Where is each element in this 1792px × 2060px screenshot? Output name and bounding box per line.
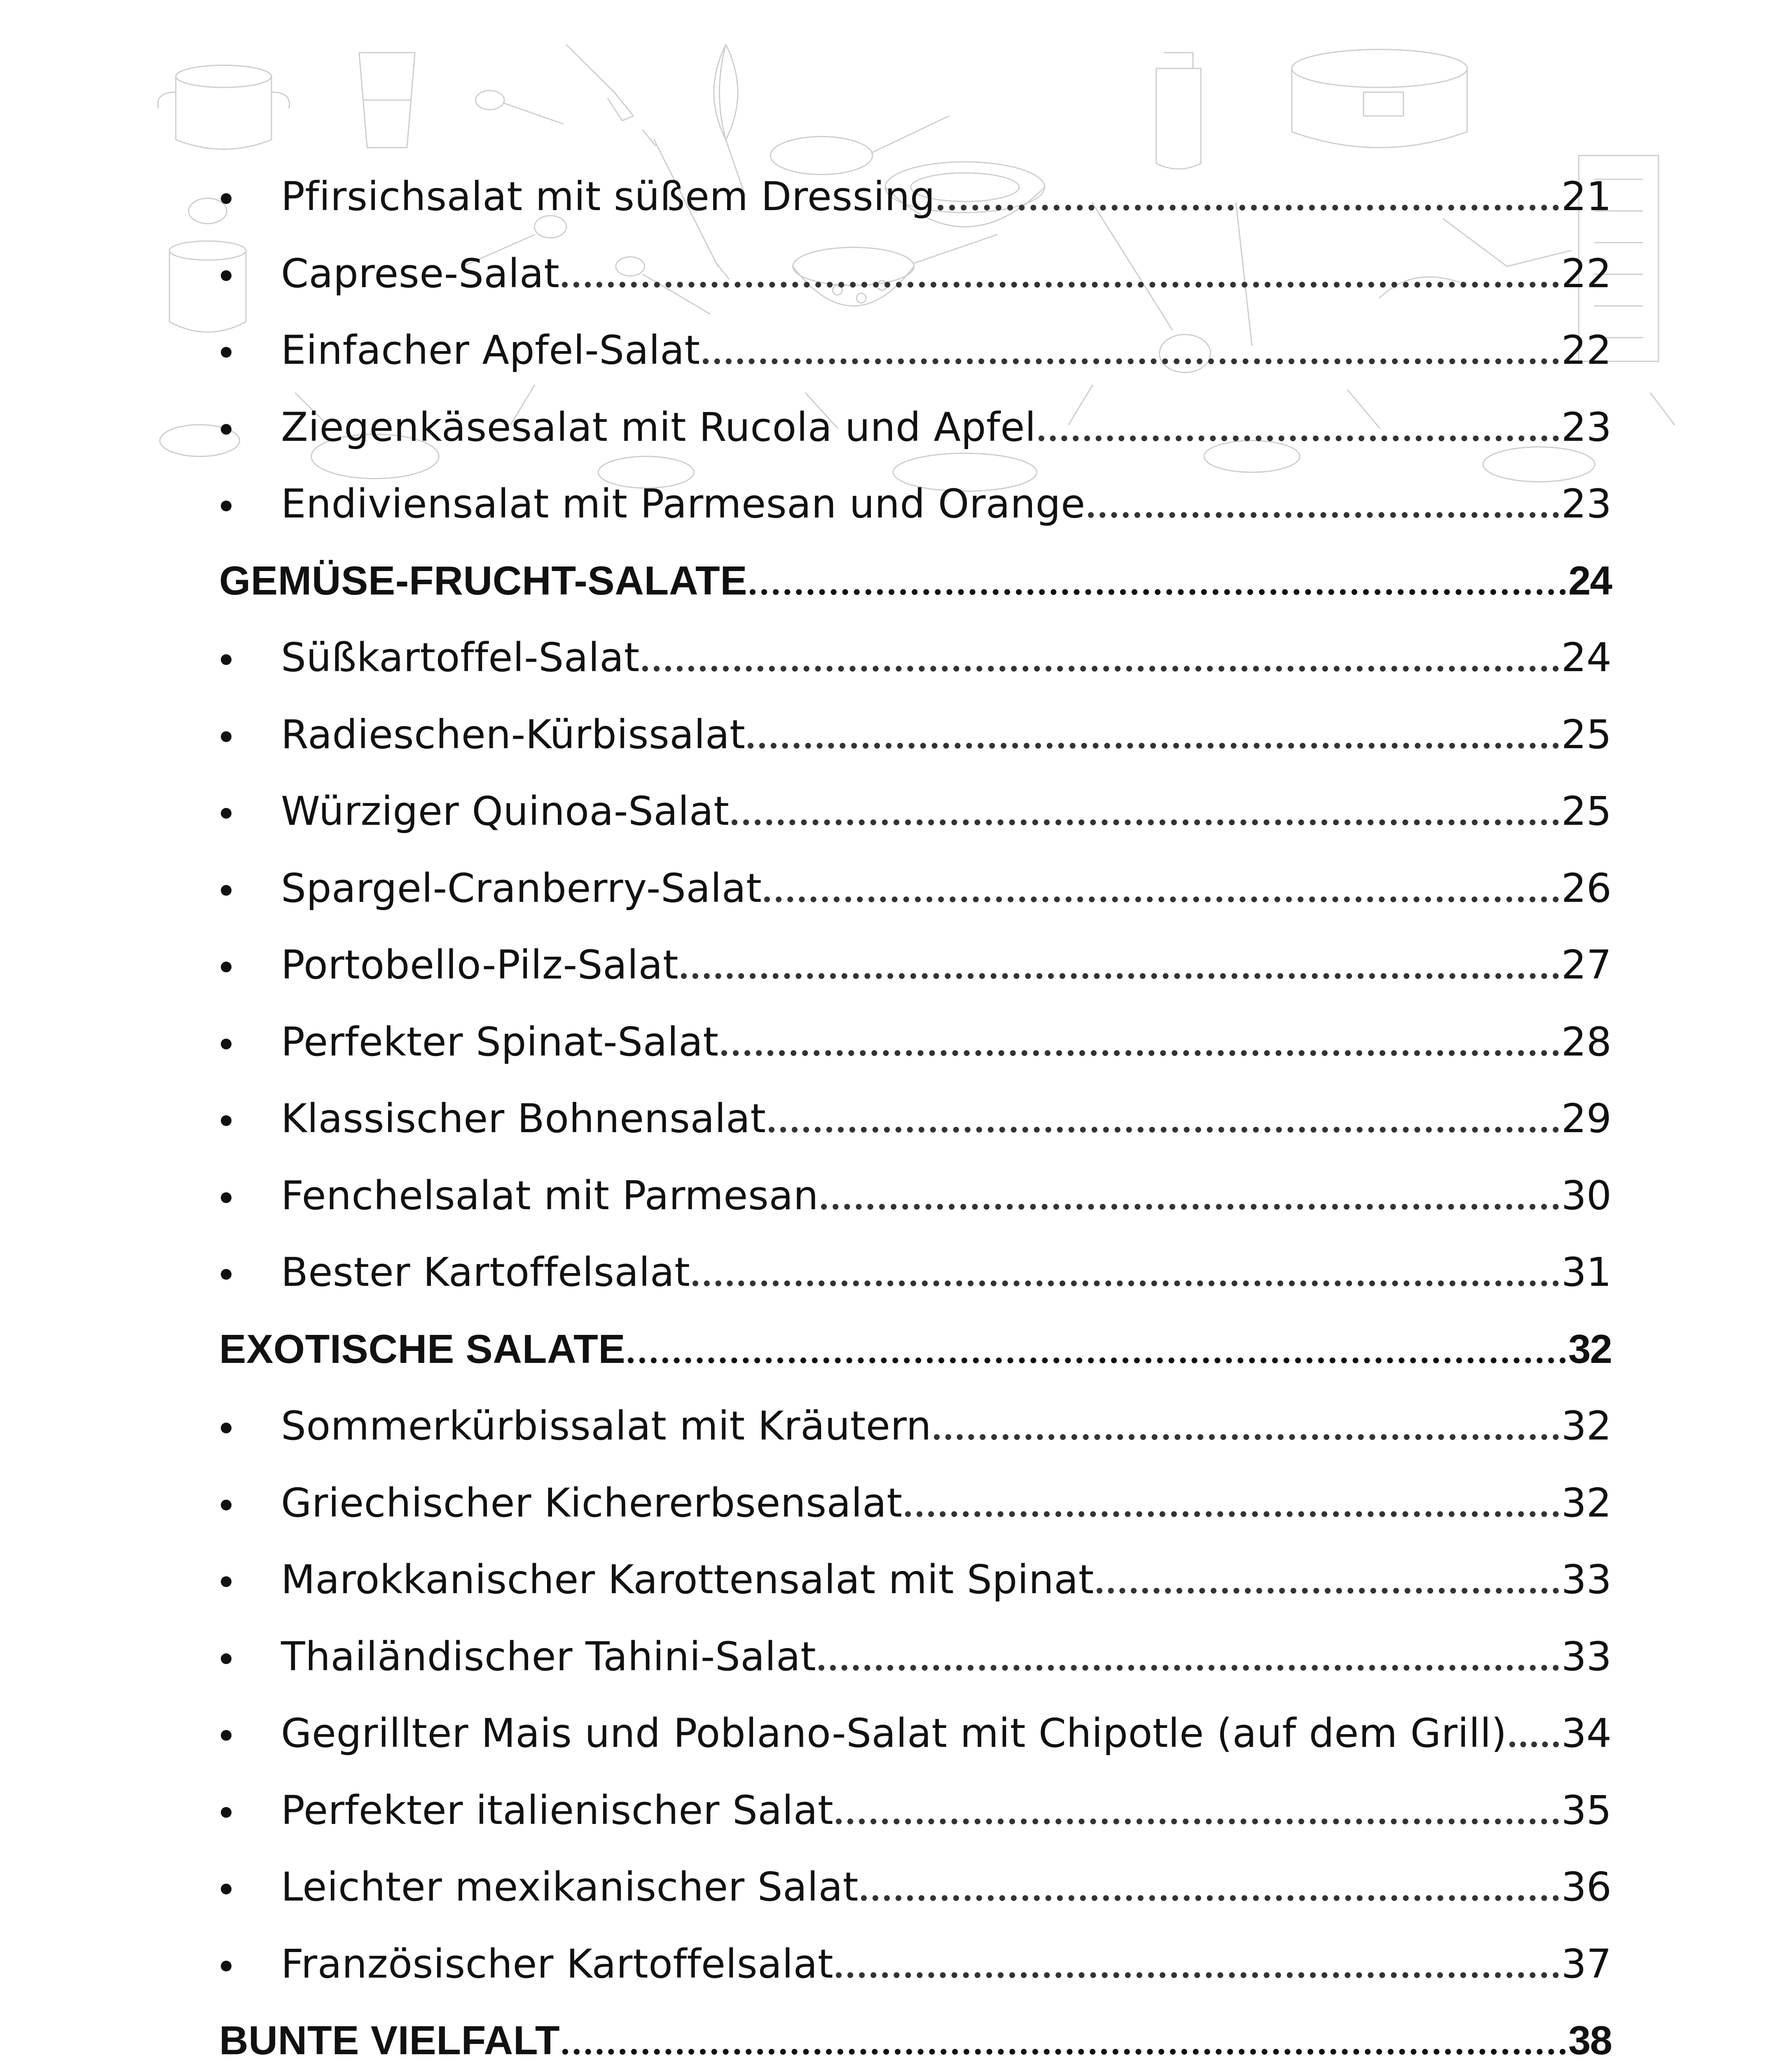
toc-entry[interactable] bbox=[219, 154, 1612, 220]
toc-entry[interactable] bbox=[219, 616, 1612, 681]
toc-title-text: BUNTE VIELFALT bbox=[219, 2018, 560, 2060]
toc-page-number: 22 bbox=[1561, 250, 1612, 297]
bullet-icon bbox=[221, 885, 232, 896]
dot-leader bbox=[692, 1280, 1558, 1286]
bullet-icon bbox=[221, 962, 232, 972]
bullet-icon bbox=[221, 1500, 232, 1510]
bullet-icon bbox=[221, 1961, 232, 1971]
bullet-icon bbox=[221, 1653, 232, 1664]
bullet-icon bbox=[221, 193, 232, 204]
dot-leader bbox=[628, 1358, 1566, 1363]
toc-page-number: 33 bbox=[1561, 1557, 1612, 1603]
toc-page-number: 24 bbox=[1561, 634, 1612, 681]
toc-title-text: Griechischer Kichererbsensalat bbox=[281, 1479, 903, 1526]
toc-title-text: GEMÜSE-FRUCHT-SALATE bbox=[219, 557, 748, 603]
toc-entry-title bbox=[219, 327, 700, 373]
dot-leader bbox=[938, 205, 1559, 211]
toc-entry-title bbox=[219, 404, 1036, 450]
toc-heading-title bbox=[219, 1326, 626, 1372]
bullet-icon bbox=[221, 1807, 232, 1818]
toc-title-text: Klassischer Bohnensalat bbox=[281, 1096, 766, 1142]
toc-entry-title bbox=[219, 1710, 1507, 1756]
bullet-icon bbox=[221, 424, 232, 435]
toc-section-heading[interactable] bbox=[219, 539, 1612, 601]
toc-entry[interactable] bbox=[219, 846, 1612, 911]
toc-title-text: Caprese-Salat bbox=[281, 250, 560, 297]
toc-entry-title bbox=[219, 1864, 859, 1910]
dot-leader bbox=[1509, 1742, 1559, 1747]
toc-title-text: Spargel-Cranberry-Salat bbox=[281, 865, 762, 911]
toc-heading-title bbox=[219, 2020, 560, 2060]
bullet-icon bbox=[221, 1423, 232, 1433]
bullet-icon bbox=[221, 270, 232, 281]
knife-icon bbox=[566, 44, 634, 121]
toc-title-text: Portobello-Pilz-Salat bbox=[281, 942, 679, 988]
toc-title-text: EXOTISCHE SALATE bbox=[219, 1326, 626, 1372]
bullet-icon bbox=[221, 1115, 232, 1126]
toc-heading-title bbox=[219, 557, 748, 603]
toc-entry[interactable] bbox=[219, 1538, 1612, 1603]
toc-section-heading[interactable] bbox=[219, 1307, 1612, 1372]
toc-entry-title bbox=[219, 1787, 834, 1833]
toc-entry[interactable] bbox=[219, 769, 1612, 834]
bullet-icon bbox=[221, 1730, 232, 1741]
toc-title-text: Perfekter Spinat-Salat bbox=[281, 1018, 719, 1065]
toc-entry-title bbox=[219, 1018, 719, 1065]
toc-entry[interactable] bbox=[219, 1691, 1612, 1756]
toc-entry[interactable] bbox=[219, 385, 1612, 450]
toc-page-number: 30 bbox=[1561, 1172, 1612, 1219]
toc-entry-title bbox=[219, 481, 1085, 527]
dot-leader bbox=[721, 1050, 1559, 1056]
toc-entry-title bbox=[219, 250, 560, 297]
dot-leader bbox=[769, 1127, 1559, 1133]
dot-leader bbox=[750, 589, 1566, 595]
toc-entry-title bbox=[219, 1633, 816, 1680]
toc-page-number: 23 bbox=[1561, 404, 1612, 450]
bullet-icon bbox=[221, 1192, 232, 1203]
toc-entry-title bbox=[219, 1172, 819, 1219]
dot-leader bbox=[1088, 512, 1559, 518]
toc-page-number: 33 bbox=[1561, 1633, 1612, 1680]
toc-entry-title bbox=[219, 1096, 766, 1142]
bullet-icon bbox=[221, 1269, 232, 1280]
toc-title-text: Fenchelsalat mit Parmesan bbox=[281, 1172, 819, 1219]
toc-title-text: Marokkanischer Karottensalat mit Spinat bbox=[281, 1557, 1094, 1603]
toc-entry-title bbox=[219, 173, 936, 220]
dot-leader bbox=[821, 1204, 1559, 1210]
glass-icon bbox=[359, 53, 415, 148]
toc-entry-title bbox=[219, 1403, 932, 1449]
toc-entry[interactable] bbox=[219, 1077, 1612, 1142]
bullet-icon bbox=[221, 347, 232, 358]
toc-title-text: Leichter mexikanischer Salat bbox=[281, 1864, 859, 1910]
toc-entry[interactable] bbox=[219, 1922, 1612, 1987]
toc-title-text: Perfekter italienischer Salat bbox=[281, 1787, 834, 1833]
toc-entry[interactable] bbox=[219, 1845, 1612, 1910]
dot-leader bbox=[562, 282, 1559, 288]
toc-entry[interactable] bbox=[219, 1230, 1612, 1295]
bullet-icon bbox=[221, 808, 232, 819]
toc-entry[interactable] bbox=[219, 308, 1612, 373]
toc-page-number: 32 bbox=[1568, 1326, 1612, 1372]
toc-page-number: 25 bbox=[1561, 788, 1612, 834]
toc-title-text: Süßkartoffel-Salat bbox=[281, 634, 640, 681]
bullet-icon bbox=[221, 1884, 232, 1894]
toc-page-number: 37 bbox=[1561, 1941, 1612, 1987]
dot-leader bbox=[836, 1819, 1559, 1824]
spoon-icon bbox=[475, 91, 563, 124]
dot-leader bbox=[1039, 435, 1559, 441]
cake-tin-icon bbox=[1292, 49, 1467, 147]
toc-title-text: Sommerkürbissalat mit Kräutern bbox=[281, 1403, 932, 1449]
dot-leader bbox=[748, 743, 1558, 749]
dot-leader bbox=[819, 1665, 1559, 1671]
toc-title-text: Pfirsichsalat mit süßem Dressing bbox=[281, 173, 936, 220]
toc-section-heading[interactable] bbox=[219, 1999, 1612, 2060]
toc-page-number: 32 bbox=[1561, 1479, 1612, 1526]
toc-title-text: Einfacher Apfel-Salat bbox=[281, 327, 700, 373]
toc-entry[interactable] bbox=[219, 1384, 1612, 1449]
dot-leader bbox=[861, 1895, 1559, 1901]
jar-icon bbox=[1156, 53, 1201, 169]
toc-page-number: 28 bbox=[1561, 1018, 1612, 1065]
dot-leader bbox=[703, 358, 1559, 364]
toc-entry[interactable] bbox=[219, 462, 1612, 527]
toc-page-number: 29 bbox=[1561, 1096, 1612, 1142]
toc-page-number: 31 bbox=[1561, 1249, 1612, 1295]
bullet-icon bbox=[221, 654, 232, 665]
toc-page-number: 36 bbox=[1561, 1864, 1612, 1910]
toc-page-number: 26 bbox=[1561, 865, 1612, 911]
toc-entry-title bbox=[219, 865, 762, 911]
bullet-icon bbox=[221, 731, 232, 742]
toc-entry-title bbox=[219, 1479, 903, 1526]
toc-entry[interactable] bbox=[219, 693, 1612, 758]
dot-leader bbox=[562, 2049, 1566, 2055]
toc-entry[interactable] bbox=[219, 1154, 1612, 1219]
bullet-icon bbox=[221, 501, 232, 511]
bullet-icon bbox=[221, 1039, 232, 1049]
toc-entry[interactable] bbox=[219, 1461, 1612, 1526]
toc-title-text: Thailändischer Tahini-Salat bbox=[281, 1633, 816, 1680]
bullet-icon bbox=[221, 1576, 232, 1587]
toc-page-number: 38 bbox=[1568, 2018, 1612, 2060]
toc-entry-title bbox=[219, 1557, 1094, 1603]
toc-page-number: 34 bbox=[1561, 1710, 1612, 1756]
toc-page-number: 25 bbox=[1561, 711, 1612, 758]
toc-title-text: Würziger Quinoa-Salat bbox=[281, 788, 730, 834]
toc-entry[interactable] bbox=[219, 1000, 1612, 1065]
pot-icon bbox=[158, 65, 289, 149]
toc-page-number: 23 bbox=[1561, 481, 1612, 527]
dot-leader bbox=[934, 1434, 1559, 1440]
toc-entry[interactable] bbox=[219, 232, 1612, 297]
toc-title-text: Gegrillter Mais und Poblano-Salat mit Chipotle (auf dem Grill) bbox=[281, 1710, 1507, 1756]
dot-leader bbox=[642, 666, 1559, 672]
toc-title-text: Bester Kartoffelsalat bbox=[281, 1249, 690, 1295]
toc-title-text: Radieschen-Kürbissalat bbox=[281, 711, 746, 758]
toc-entry-title bbox=[219, 942, 679, 988]
dot-leader bbox=[905, 1511, 1559, 1517]
dot-leader bbox=[836, 1972, 1559, 1978]
toc-entry-title bbox=[219, 634, 640, 681]
dot-leader bbox=[1097, 1588, 1559, 1594]
toc-title-text: Endiviensalat mit Parmesan und Orange bbox=[281, 481, 1085, 527]
toc-title-text: Französischer Kartoffelsalat bbox=[281, 1941, 834, 1987]
toc-page-number: 21 bbox=[1561, 173, 1612, 220]
toc-page-number: 32 bbox=[1561, 1403, 1612, 1449]
toc-page-number: 24 bbox=[1568, 557, 1612, 603]
toc-entry-title bbox=[219, 1249, 690, 1295]
toc-page-number: 22 bbox=[1561, 327, 1612, 373]
toc-entry[interactable] bbox=[219, 923, 1612, 988]
toc-entry[interactable] bbox=[219, 1615, 1612, 1680]
dot-leader bbox=[681, 973, 1559, 979]
toc-entry-title bbox=[219, 788, 730, 834]
toc-page-number: 35 bbox=[1561, 1787, 1612, 1833]
dot-leader bbox=[732, 819, 1558, 825]
toc-page-number: 27 bbox=[1561, 942, 1612, 988]
toc-entry-title bbox=[219, 1941, 834, 1987]
toc-entry-title bbox=[219, 711, 746, 758]
toc-entry[interactable] bbox=[219, 1768, 1612, 1833]
toc-title-text: Ziegenkäsesalat mit Rucola und Apfel bbox=[281, 404, 1036, 450]
dot-leader bbox=[764, 897, 1558, 902]
